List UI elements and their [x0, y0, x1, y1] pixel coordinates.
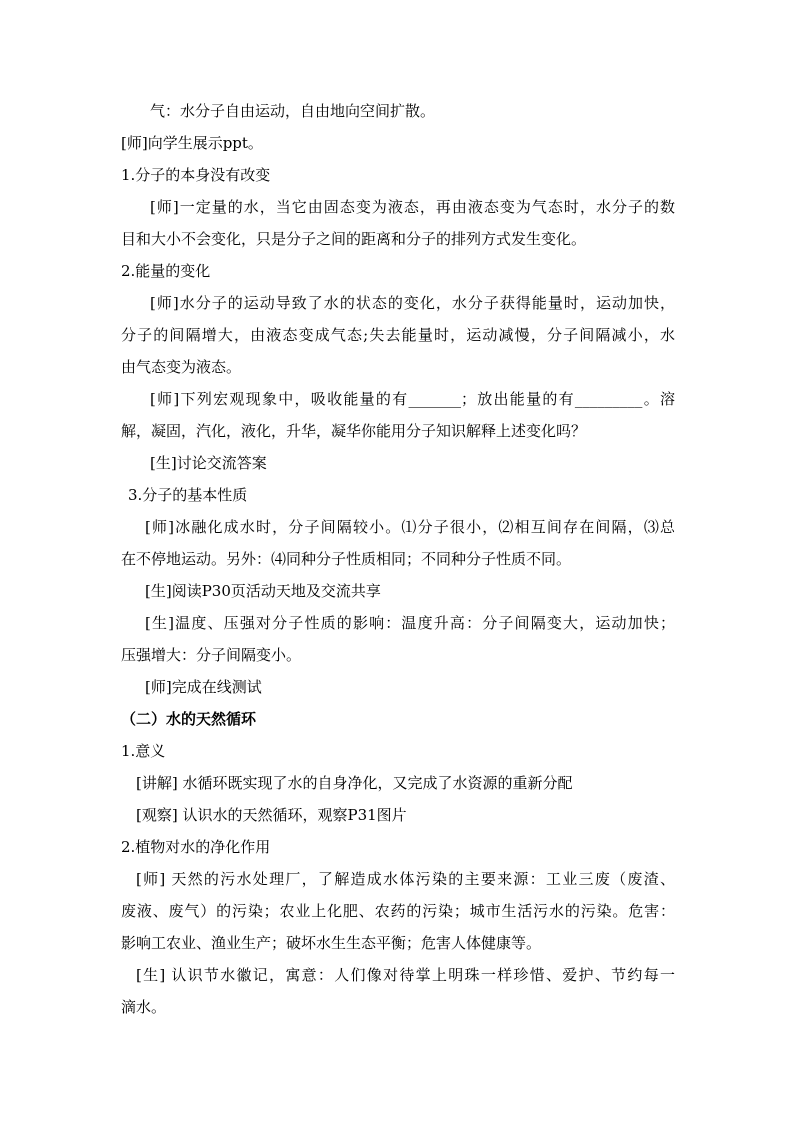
section-heading: 2.植物对水的净化作用 [121, 838, 271, 856]
text-line: [师] 天然的污水处理厂，了解造成水体污染的主要来源：工业三废（废渣、 [136, 870, 675, 888]
text-line: [生]温度、压强对分子性质的影响：温度升高：分子间隔变大，运动加快； [145, 614, 675, 632]
section-heading: （二）水的天然循环 [121, 710, 257, 728]
text-line: [师]冰融化成水时，分子间隔较小。⑴分子很小，⑵相互间存在间隔，⑶总 [145, 518, 675, 536]
text-line: [师]完成在线测试 [145, 678, 262, 696]
text-line: [生] 认识节水徽记，寓意：人们像对待掌上明珠一样珍惜、爱护、节约每一 [136, 966, 675, 984]
section-heading: 2.能量的变化 [121, 262, 211, 280]
text-line: 废液、废气）的污染；农业上化肥、农药的污染；城市生活污水的污染。危害： [121, 902, 675, 920]
text-line: [师]下列宏观现象中，吸收能量的有_______；放出能量的有_________。溶 [150, 390, 675, 408]
text-line: 影响工农业、渔业生产；破坏水生生态平衡；危害人体健康等。 [121, 934, 542, 952]
section-heading: 1.意义 [121, 742, 166, 760]
text-line: 在不停地运动。另外：⑷同种分子性质相同；不同种分子性质不同。 [121, 550, 572, 568]
text-line: 气：水分子自由运动，自由地向空间扩散。 [150, 102, 436, 120]
text-line: [观察] 认识水的天然循环，观察P31图片 [136, 806, 407, 824]
section-heading: 3.分子的基本性质 [128, 486, 248, 504]
text-line: 由气态变为液态。 [121, 358, 242, 376]
section-heading: 1.分子的本身没有改变 [121, 166, 271, 184]
text-line: 压强增大：分子间隔变小。 [121, 646, 302, 664]
text-line: [师]向学生展示ppt。 [121, 134, 263, 152]
text-line: [师]一定量的水，当它由固态变为液态，再由液态变为气态时，水分子的数 [150, 198, 675, 216]
text-line: 解，凝固，汽化，液化，升华，凝华你能用分子知识解释上述变化吗？ [121, 422, 587, 440]
text-line: [生]讨论交流答案 [150, 454, 267, 472]
text-line: 分子的间隔增大，由液态变成气态;失去能量时，运动减慢，分子间隔减小，水 [121, 326, 675, 344]
text-line: 滴水。 [121, 998, 167, 1016]
text-line: [生]阅读P30页活动天地及交流共享 [145, 582, 381, 600]
text-line: 目和大小不会变化，只是分子之间的距离和分子的排列方式发生变化。 [121, 230, 587, 248]
text-line: [讲解] 水循环既实现了水的自身净化，又完成了水资源的重新分配 [136, 774, 573, 792]
text-line: [师]水分子的运动导致了水的状态的变化，水分子获得能量时，运动加快， [150, 294, 675, 312]
